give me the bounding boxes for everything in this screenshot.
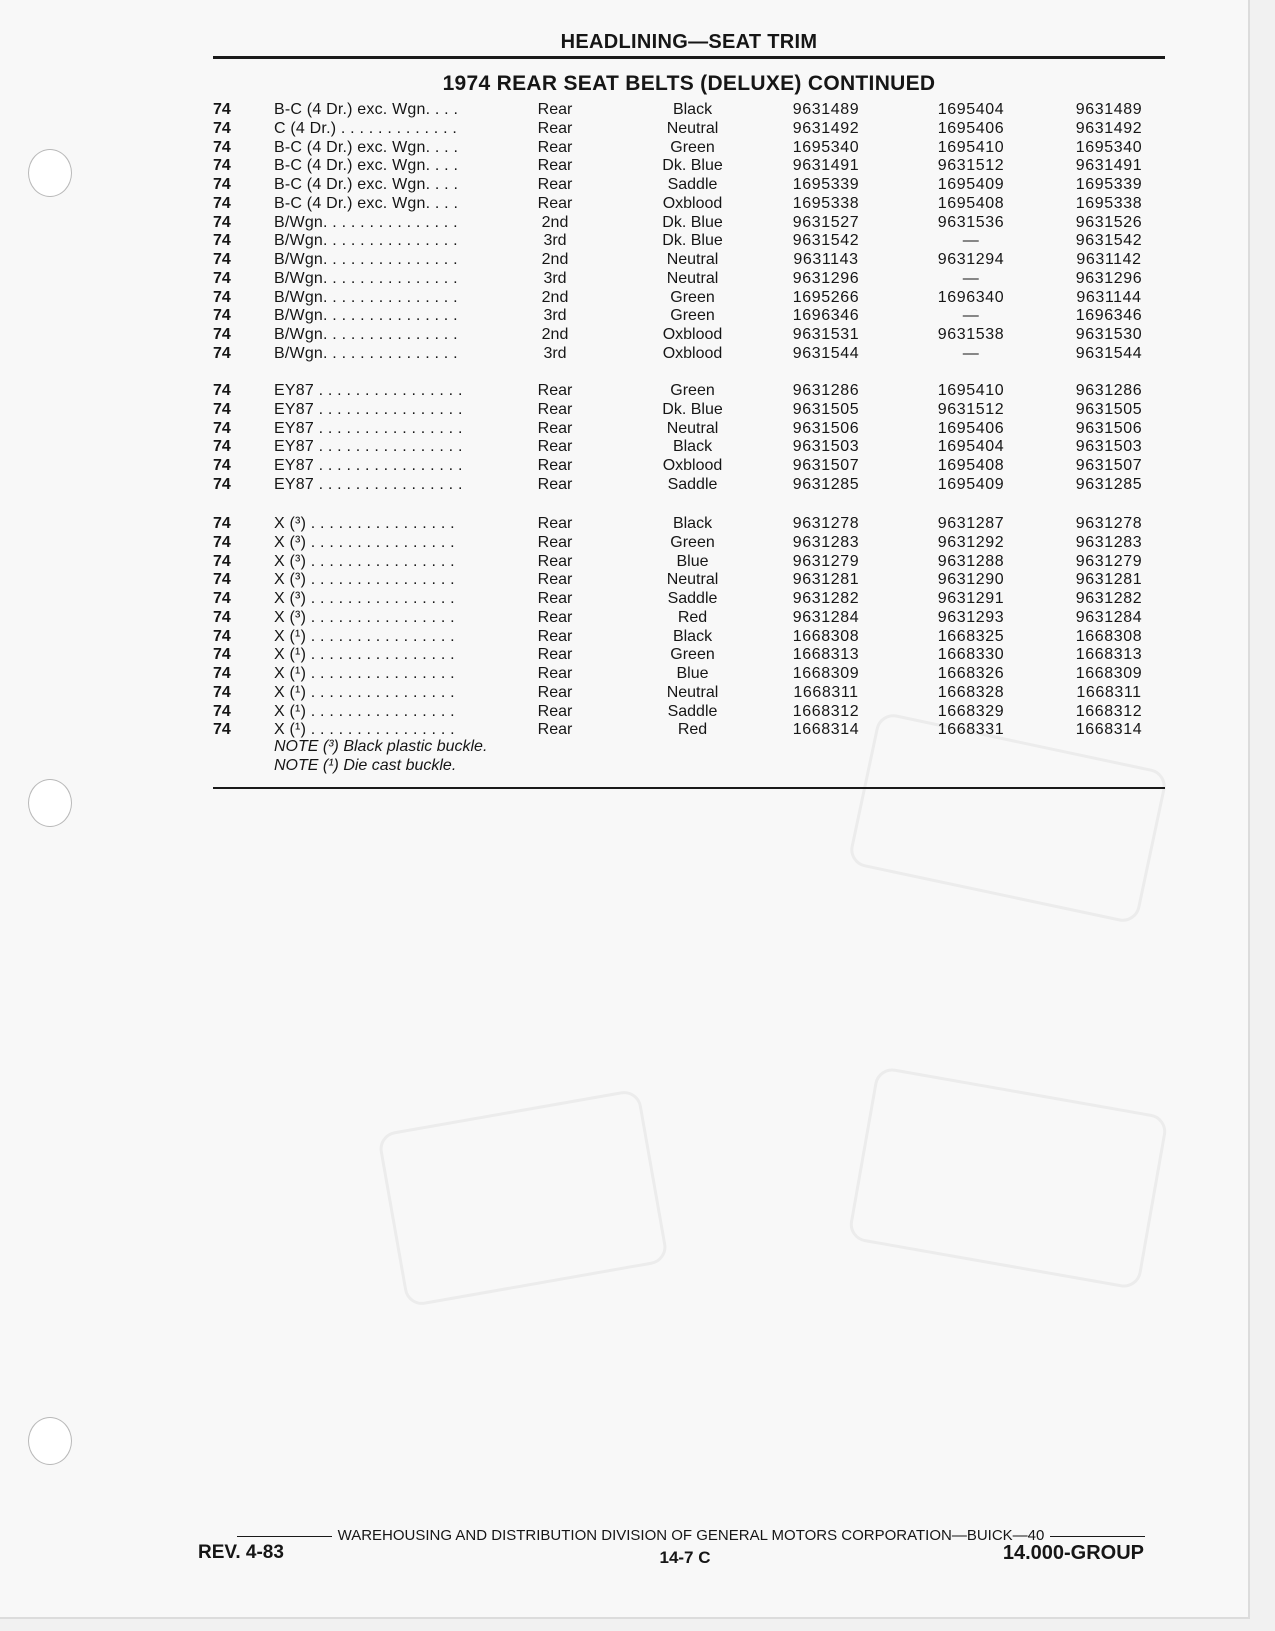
year-cell: 74 <box>213 326 231 343</box>
year-cell: 74 <box>213 475 231 493</box>
part-number-cell: 9631282 <box>1075 590 1143 607</box>
part-number-cell: 9631512 <box>937 400 1005 418</box>
part-number-cell: 9631283 <box>1075 533 1143 551</box>
part-number-cell: 9631282 <box>792 590 860 607</box>
part-number-cell: — <box>962 307 980 325</box>
description-cell: EY87 . . . . . . . . . . . . . . . . <box>274 457 463 474</box>
position-cell: Rear <box>537 119 573 137</box>
part-number-cell: 1668313 <box>792 646 860 664</box>
part-number-cell: 9631536 <box>937 213 1005 231</box>
position-cell: 2nd <box>541 288 569 306</box>
position-cell: 3rd <box>543 232 567 250</box>
year-cell: 74 <box>213 232 231 250</box>
part-number-cell: 9631489 <box>1075 101 1143 118</box>
table-row <box>0 156 1248 175</box>
color-cell: Green <box>670 307 715 325</box>
position-cell: Rear <box>537 552 573 570</box>
part-number-cell: 9631491 <box>792 157 860 175</box>
part-number-cell: 9631285 <box>792 475 860 493</box>
punch-hole <box>28 1417 72 1465</box>
description-cell: B/Wgn. . . . . . . . . . . . . . . <box>274 269 458 287</box>
table-row <box>0 306 1248 325</box>
part-number-cell: 1668330 <box>937 646 1005 664</box>
part-number-cell: 1695340 <box>1075 138 1143 156</box>
description-cell: X (¹) . . . . . . . . . . . . . . . . <box>274 683 455 701</box>
description-cell: X (³) . . . . . . . . . . . . . . . . <box>274 590 455 607</box>
position-cell: Rear <box>537 646 573 664</box>
part-number-cell: 9631281 <box>792 571 860 589</box>
part-number-cell: 9631293 <box>937 608 1005 626</box>
part-number-cell: 9631492 <box>792 119 860 137</box>
description-cell: X (³) . . . . . . . . . . . . . . . . <box>274 515 455 532</box>
description-cell: EY87 . . . . . . . . . . . . . . . . <box>274 400 463 418</box>
table-row <box>0 325 1248 344</box>
description-cell: X (¹) . . . . . . . . . . . . . . . . <box>274 721 455 739</box>
position-cell: Rear <box>537 571 573 589</box>
part-number-cell: 1668328 <box>937 683 1005 701</box>
page-number: 14-7 C <box>659 1548 711 1567</box>
position-cell: Rear <box>537 665 573 682</box>
table-row <box>0 194 1248 213</box>
part-number-cell: 1695408 <box>937 457 1005 474</box>
header-rule <box>213 56 1165 59</box>
table-row <box>0 400 1248 419</box>
table-row <box>0 138 1248 157</box>
year-cell: 74 <box>213 646 231 664</box>
year-cell: 74 <box>213 515 231 532</box>
position-cell: Rear <box>537 475 573 493</box>
part-number-cell: 9631143 <box>793 251 859 268</box>
part-number-cell: 9631489 <box>792 101 860 118</box>
year-cell: 74 <box>213 552 231 570</box>
part-number-cell: 9631506 <box>792 419 860 437</box>
part-number-cell: 9631279 <box>1075 552 1143 570</box>
color-cell: Blue <box>676 665 709 682</box>
year-cell: 74 <box>213 571 231 589</box>
table-row <box>0 683 1248 702</box>
part-number-cell: 1668331 <box>937 721 1005 739</box>
position-cell: Rear <box>537 721 573 739</box>
color-cell: Neutral <box>666 571 719 589</box>
position-cell: Rear <box>537 138 573 156</box>
part-number-cell: 1695404 <box>937 101 1005 118</box>
part-number-cell: 1668311 <box>793 683 859 701</box>
color-cell: Dk. Blue <box>662 400 723 418</box>
part-number-cell: 1695410 <box>937 382 1005 399</box>
part-number-cell: 9631294 <box>937 251 1005 268</box>
part-number-cell: 9631544 <box>792 344 860 362</box>
color-cell: Neutral <box>666 683 719 701</box>
part-number-cell: 1695406 <box>937 119 1005 137</box>
color-cell: Black <box>672 101 713 118</box>
color-cell: Green <box>670 138 715 156</box>
part-number-cell: 9631507 <box>792 457 860 474</box>
color-cell: Blue <box>676 552 709 570</box>
year-cell: 74 <box>213 627 231 645</box>
position-cell: Rear <box>537 702 573 720</box>
footer-division-text: WAREHOUSING AND DISTRIBUTION DIVISION OF GENERAL MOTORS CORPORATION—BUICK—40 <box>337 1527 1045 1544</box>
punch-hole <box>28 779 72 827</box>
description-cell: X (³) . . . . . . . . . . . . . . . . <box>274 608 455 626</box>
part-number-cell: 1695339 <box>792 176 860 193</box>
year-cell: 74 <box>213 400 231 418</box>
group-number: 14.000-GROUP <box>1002 1542 1144 1564</box>
position-cell: 3rd <box>543 344 567 362</box>
table-row <box>0 419 1248 438</box>
part-number-cell: 9631286 <box>1075 382 1143 399</box>
part-number-cell: 1695404 <box>937 438 1005 456</box>
color-cell: Dk. Blue <box>662 157 723 175</box>
year-cell: 74 <box>213 590 231 607</box>
description-cell: B-C (4 Dr.) exc. Wgn. . . . <box>274 101 459 118</box>
description-cell: B/Wgn. . . . . . . . . . . . . . . <box>274 232 458 250</box>
page-header-title: HEADLINING—SEAT TRIM <box>560 31 818 53</box>
position-cell: Rear <box>537 457 573 474</box>
table-row <box>0 664 1248 683</box>
description-cell: B/Wgn. . . . . . . . . . . . . . . <box>274 251 458 268</box>
description-cell: B/Wgn. . . . . . . . . . . . . . . <box>274 326 458 343</box>
part-number-cell: 1668312 <box>792 702 860 720</box>
year-cell: 74 <box>213 457 231 474</box>
description-cell: B-C (4 Dr.) exc. Wgn. . . . <box>274 176 459 193</box>
table-row <box>0 175 1248 194</box>
description-cell: X (³) . . . . . . . . . . . . . . . . <box>274 533 455 551</box>
description-cell: X (¹) . . . . . . . . . . . . . . . . <box>274 665 455 682</box>
part-number-cell: 9631292 <box>937 533 1005 551</box>
year-cell: 74 <box>213 251 231 268</box>
part-number-cell: 1695266 <box>792 288 860 306</box>
part-number-cell: 1668314 <box>1075 721 1143 739</box>
part-number-cell: 1696340 <box>937 288 1005 306</box>
position-cell: 3rd <box>543 269 567 287</box>
table-row <box>0 344 1248 363</box>
part-number-cell: 1668308 <box>1075 627 1143 645</box>
part-number-cell: 1668309 <box>1075 665 1143 682</box>
table-row <box>0 119 1248 138</box>
year-cell: 74 <box>213 213 231 231</box>
year-cell: 74 <box>213 533 231 551</box>
part-number-cell: 9631491 <box>1075 157 1143 175</box>
part-number-cell: 1668312 <box>1075 702 1143 720</box>
color-cell: Saddle <box>667 590 718 607</box>
description-cell: B/Wgn. . . . . . . . . . . . . . . <box>274 288 458 306</box>
part-number-cell: 1668308 <box>792 627 860 645</box>
part-number-cell: 9631507 <box>1075 457 1143 474</box>
position-cell: Rear <box>537 176 573 193</box>
part-number-cell: 9631278 <box>1075 515 1143 532</box>
bleed-through-shape <box>377 1088 670 1308</box>
table-row <box>0 608 1248 627</box>
color-cell: Red <box>677 608 708 626</box>
year-cell: 74 <box>213 438 231 456</box>
part-number-cell: — <box>962 269 980 287</box>
position-cell: Rear <box>537 515 573 532</box>
part-number-cell: 9631287 <box>937 515 1005 532</box>
table-row <box>0 250 1248 269</box>
part-number-cell: 9631505 <box>1075 400 1143 418</box>
table-row <box>0 231 1248 250</box>
color-cell: Saddle <box>667 475 718 493</box>
year-cell: 74 <box>213 382 231 399</box>
table-row <box>0 456 1248 475</box>
description-cell: EY87 . . . . . . . . . . . . . . . . <box>274 382 463 399</box>
part-number-cell: 9631527 <box>792 213 860 231</box>
part-number-cell: 9631283 <box>792 533 860 551</box>
part-number-cell: 9631503 <box>792 438 860 456</box>
year-cell: 74 <box>213 344 231 362</box>
color-cell: Oxblood <box>662 457 723 474</box>
part-number-cell: 1668309 <box>792 665 860 682</box>
part-number-cell: 9631288 <box>937 552 1005 570</box>
part-number-cell: 9631296 <box>1075 269 1143 287</box>
description-cell: EY87 . . . . . . . . . . . . . . . . <box>274 475 463 493</box>
position-cell: Rear <box>537 101 573 118</box>
year-cell: 74 <box>213 288 231 306</box>
color-cell: Oxblood <box>662 344 723 362</box>
description-cell: B-C (4 Dr.) exc. Wgn. . . . <box>274 157 459 175</box>
color-cell: Green <box>670 533 715 551</box>
part-number-cell: 1695340 <box>792 138 860 156</box>
part-number-cell: 9631291 <box>937 590 1005 607</box>
description-cell: EY87 . . . . . . . . . . . . . . . . <box>274 438 463 456</box>
part-number-cell: 9631526 <box>1075 213 1143 231</box>
color-cell: Red <box>677 721 708 739</box>
position-cell: 2nd <box>541 251 569 268</box>
part-number-cell: — <box>962 232 980 250</box>
table-row <box>0 645 1248 664</box>
part-number-cell: 1695409 <box>937 475 1005 493</box>
part-number-cell: 9631492 <box>1075 119 1143 137</box>
part-number-cell: 1695406 <box>937 419 1005 437</box>
part-number-cell: 1668314 <box>792 721 860 739</box>
table-row <box>0 552 1248 571</box>
year-cell: 74 <box>213 721 231 739</box>
table-row <box>0 437 1248 456</box>
color-cell: Dk. Blue <box>662 213 723 231</box>
position-cell: Rear <box>537 157 573 175</box>
footer-dash <box>1050 1536 1145 1537</box>
color-cell: Dk. Blue <box>662 232 723 250</box>
part-number-cell: 9631290 <box>937 571 1005 589</box>
part-number-cell: — <box>962 344 980 362</box>
color-cell: Oxblood <box>662 326 723 343</box>
part-number-cell: 1695339 <box>1075 176 1143 193</box>
part-number-cell: 9631142 <box>1076 251 1142 268</box>
position-cell: Rear <box>537 194 573 212</box>
part-number-cell: 1668311 <box>1076 683 1142 701</box>
position-cell: 2nd <box>541 213 569 231</box>
table-row <box>0 533 1248 552</box>
part-number-cell: 1668329 <box>937 702 1005 720</box>
part-number-cell: 9631544 <box>1075 344 1143 362</box>
year-cell: 74 <box>213 419 231 437</box>
part-number-cell: 9631278 <box>792 515 860 532</box>
year-cell: 74 <box>213 702 231 720</box>
part-number-cell: 9631144 <box>1076 288 1142 306</box>
position-cell: Rear <box>537 627 573 645</box>
color-cell: Neutral <box>666 119 719 137</box>
description-cell: X (¹) . . . . . . . . . . . . . . . . <box>274 702 455 720</box>
position-cell: Rear <box>537 382 573 399</box>
table-row <box>0 213 1248 232</box>
description-cell: B/Wgn. . . . . . . . . . . . . . . <box>274 307 458 325</box>
part-number-cell: 1668326 <box>937 665 1005 682</box>
part-number-cell: 9631296 <box>792 269 860 287</box>
table-row <box>0 702 1248 721</box>
color-cell: Neutral <box>666 251 719 268</box>
position-cell: Rear <box>537 438 573 456</box>
year-cell: 74 <box>213 608 231 626</box>
part-number-cell: 1668325 <box>937 627 1005 645</box>
color-cell: Saddle <box>667 702 718 720</box>
part-number-cell: 9631503 <box>1075 438 1143 456</box>
section-title: 1974 REAR SEAT BELTS (DELUXE) CONTINUED <box>442 72 936 95</box>
part-number-cell: 9631281 <box>1075 571 1143 589</box>
table-row <box>0 627 1248 646</box>
table-row <box>0 100 1248 119</box>
year-cell: 74 <box>213 176 231 193</box>
year-cell: 74 <box>213 665 231 682</box>
footer-dash <box>237 1536 332 1537</box>
table-row <box>0 288 1248 307</box>
part-number-cell: 9631284 <box>792 608 860 626</box>
table-row <box>0 269 1248 288</box>
part-number-cell: 1695408 <box>937 194 1005 212</box>
description-cell: X (³) . . . . . . . . . . . . . . . . <box>274 571 455 589</box>
part-number-cell: 1695338 <box>1075 194 1143 212</box>
table-row <box>0 475 1248 494</box>
position-cell: Rear <box>537 683 573 701</box>
part-number-cell: 9631506 <box>1075 419 1143 437</box>
color-cell: Green <box>670 288 715 306</box>
part-number-cell: 9631538 <box>937 326 1005 343</box>
color-cell: Black <box>672 627 713 645</box>
color-cell: Neutral <box>666 419 719 437</box>
part-number-cell: 1695410 <box>937 138 1005 156</box>
description-cell: B/Wgn. . . . . . . . . . . . . . . <box>274 344 458 362</box>
year-cell: 74 <box>213 269 231 287</box>
color-cell: Black <box>672 515 713 532</box>
position-cell: Rear <box>537 400 573 418</box>
year-cell: 74 <box>213 157 231 175</box>
description-cell: B/Wgn. . . . . . . . . . . . . . . <box>274 213 458 231</box>
position-cell: 2nd <box>541 326 569 343</box>
color-cell: Green <box>670 382 715 399</box>
part-number-cell: 9631284 <box>1075 608 1143 626</box>
part-number-cell: 1695338 <box>792 194 860 212</box>
year-cell: 74 <box>213 194 231 212</box>
bleed-through-shape <box>847 1066 1169 1291</box>
part-number-cell: 1696346 <box>792 307 860 325</box>
description-cell: X (¹) . . . . . . . . . . . . . . . . <box>274 627 455 645</box>
table-row <box>0 381 1248 400</box>
description-cell: B-C (4 Dr.) exc. Wgn. . . . <box>274 138 459 156</box>
position-cell: Rear <box>537 533 573 551</box>
description-cell: EY87 . . . . . . . . . . . . . . . . <box>274 419 463 437</box>
note-die-cast-buckle: NOTE (¹) Die cast buckle. <box>274 757 457 774</box>
part-number-cell: 9631531 <box>792 326 860 343</box>
position-cell: Rear <box>537 590 573 607</box>
part-number-cell: 9631285 <box>1075 475 1143 493</box>
revision-label: REV. 4-83 <box>198 1542 284 1563</box>
year-cell: 74 <box>213 683 231 701</box>
table-row <box>0 589 1248 608</box>
part-number-cell: 9631512 <box>937 157 1005 175</box>
table-row <box>0 514 1248 533</box>
part-number-cell: 9631542 <box>1075 232 1143 250</box>
description-cell: C (4 Dr.) . . . . . . . . . . . . . <box>274 119 458 137</box>
part-number-cell: 9631286 <box>792 382 860 399</box>
position-cell: Rear <box>537 608 573 626</box>
table-end-rule <box>213 787 1165 789</box>
bleed-through-shape <box>847 711 1169 925</box>
position-cell: Rear <box>537 419 573 437</box>
color-cell: Neutral <box>666 269 719 287</box>
part-number-cell: 1668313 <box>1075 646 1143 664</box>
part-number-cell: 9631542 <box>792 232 860 250</box>
color-cell: Oxblood <box>662 194 723 212</box>
position-cell: 3rd <box>543 307 567 325</box>
part-number-cell: 9631505 <box>792 400 860 418</box>
color-cell: Saddle <box>667 176 718 193</box>
color-cell: Black <box>672 438 713 456</box>
year-cell: 74 <box>213 119 231 137</box>
color-cell: Green <box>670 646 715 664</box>
part-number-cell: 1695409 <box>937 176 1005 193</box>
part-number-cell: 1696346 <box>1075 307 1143 325</box>
table-row <box>0 570 1248 589</box>
table-row <box>0 720 1248 739</box>
year-cell: 74 <box>213 138 231 156</box>
part-number-cell: 9631279 <box>792 552 860 570</box>
description-cell: X (¹) . . . . . . . . . . . . . . . . <box>274 646 455 664</box>
note-plastic-buckle: NOTE (³) Black plastic buckle. <box>274 738 488 755</box>
year-cell: 74 <box>213 307 231 325</box>
description-cell: X (³) . . . . . . . . . . . . . . . . <box>274 552 455 570</box>
year-cell: 74 <box>213 101 231 118</box>
part-number-cell: 9631530 <box>1075 326 1143 343</box>
description-cell: B-C (4 Dr.) exc. Wgn. . . . <box>274 194 459 212</box>
